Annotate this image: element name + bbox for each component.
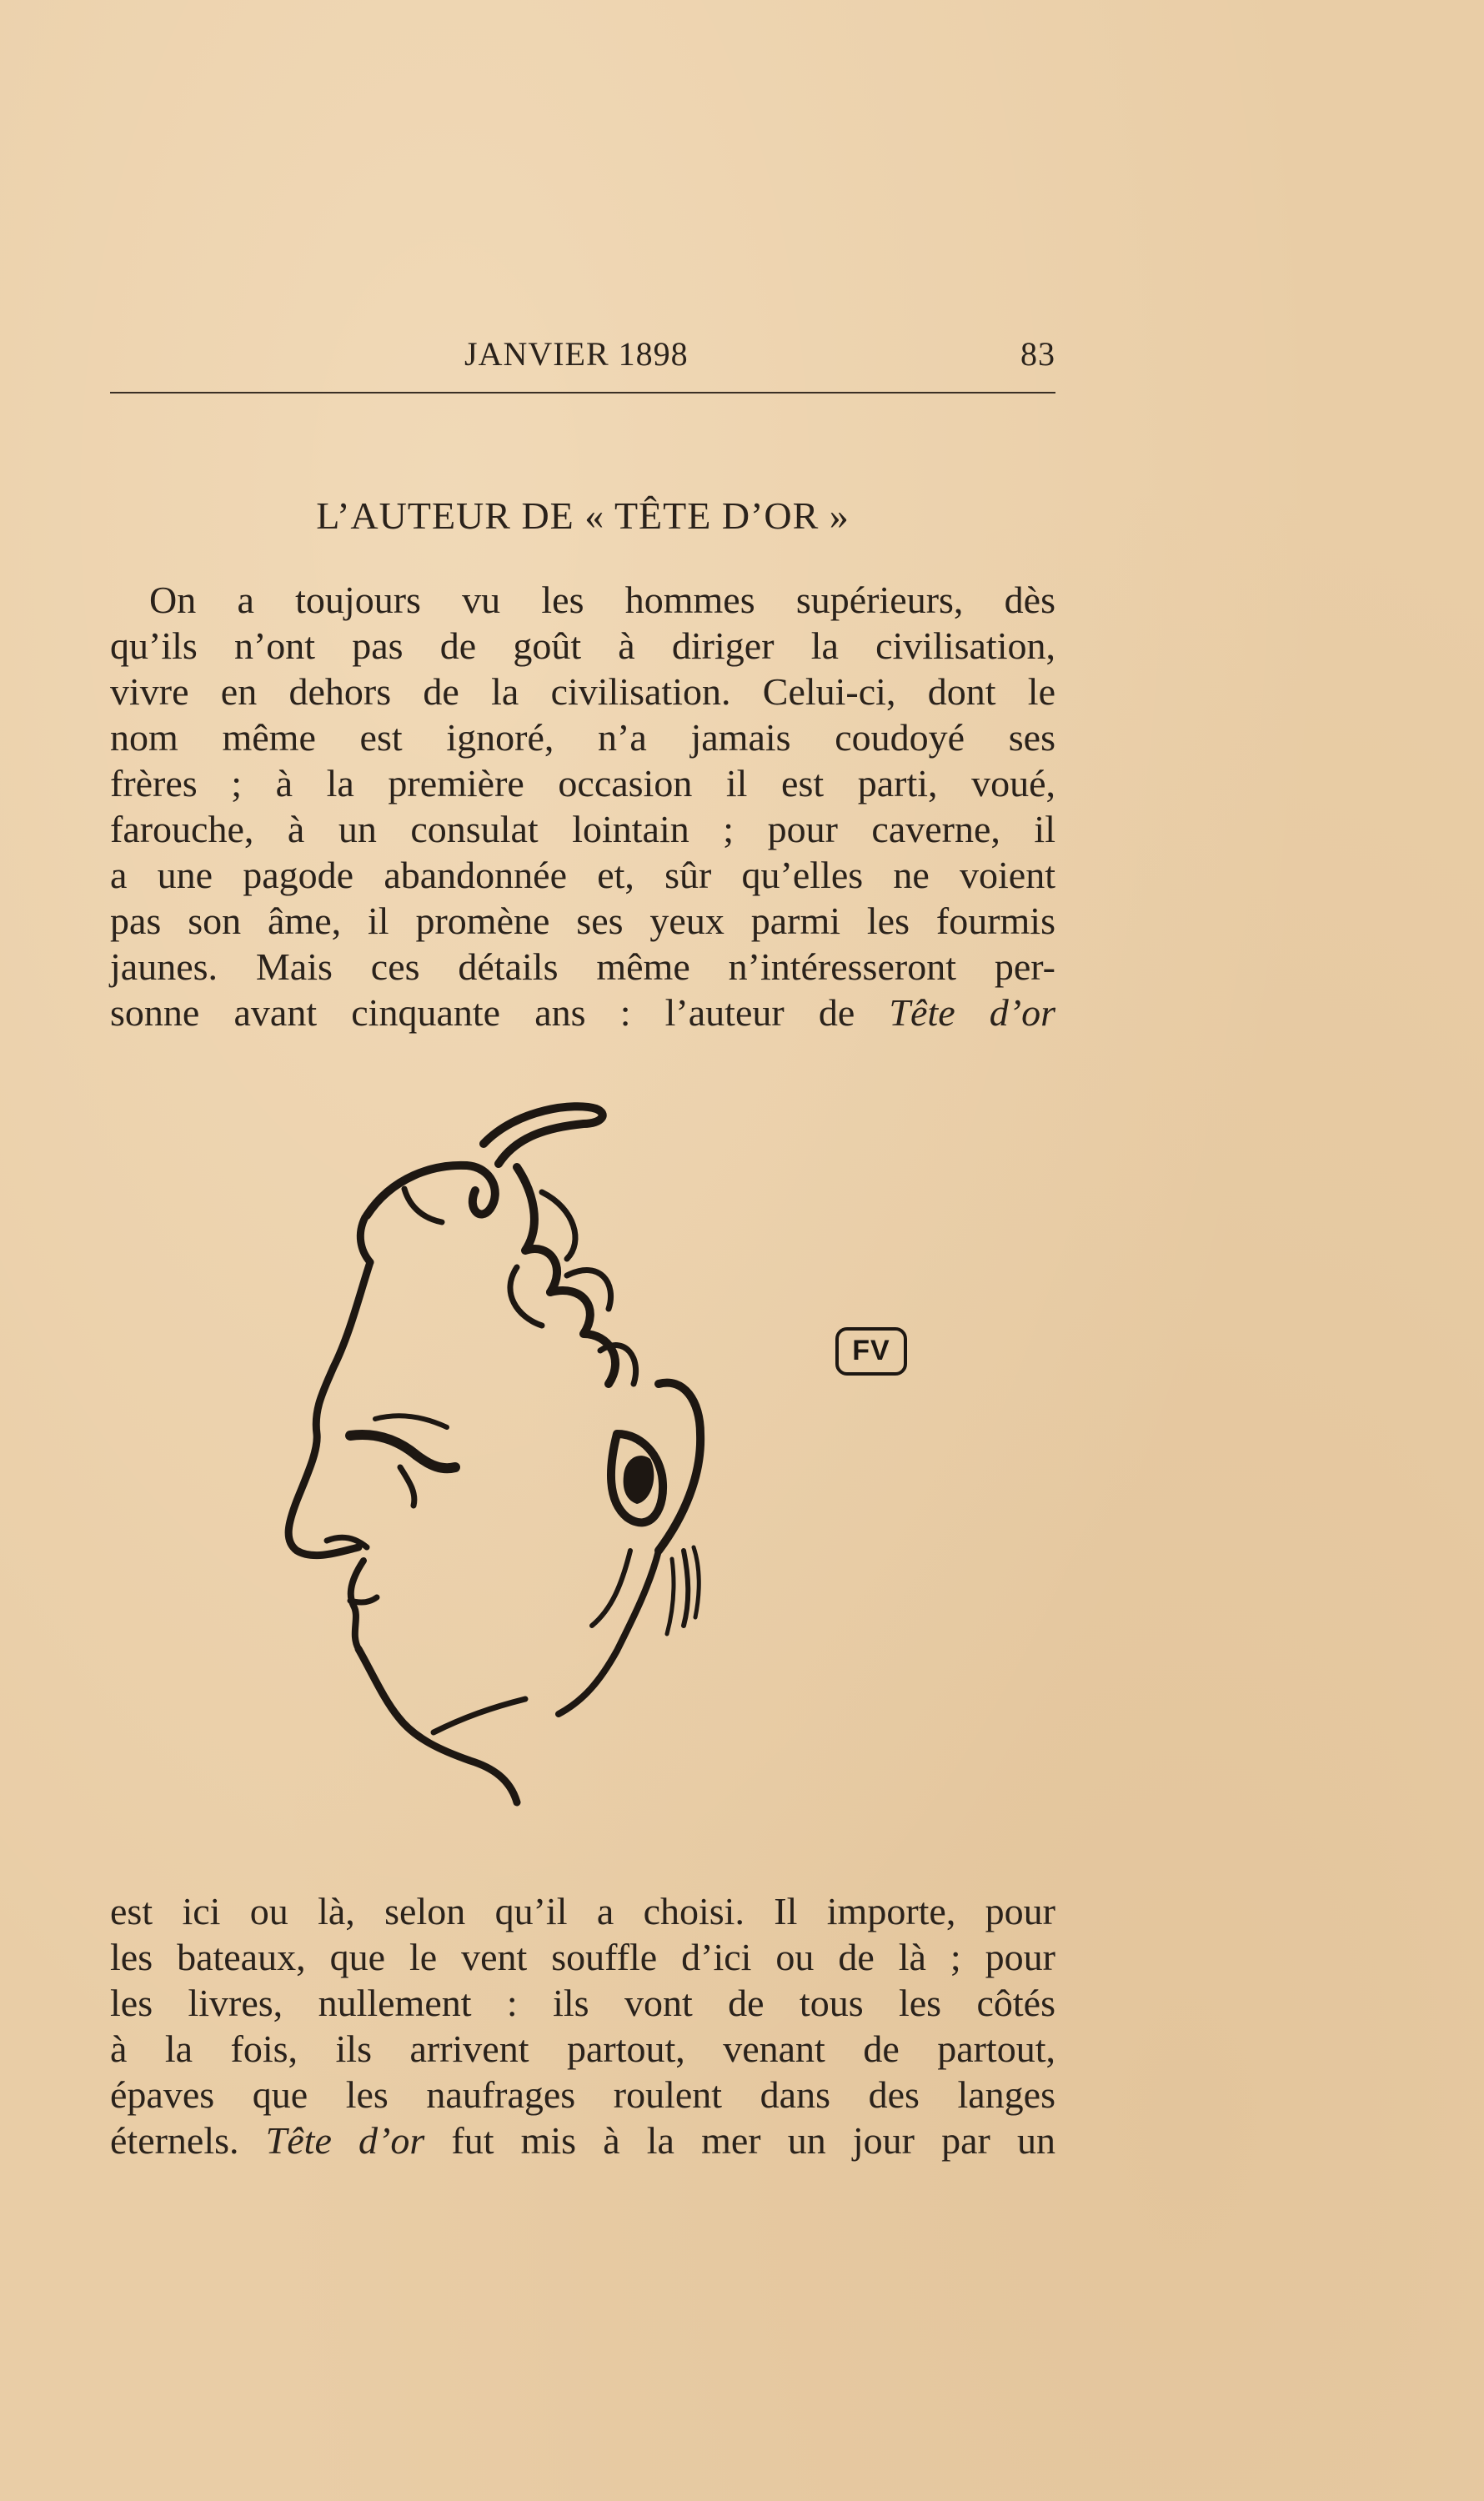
- page-number: 83: [1020, 335, 1055, 373]
- profile-line: [288, 1262, 370, 1556]
- text-line: frères ; à la première occasion il est parti, voué,: [110, 762, 1055, 804]
- text-line: les livres, nullement : ils vont de tous les côtés: [110, 1982, 1055, 2024]
- portrait-illustration: [267, 1084, 917, 1876]
- hair-stroke: [360, 1217, 370, 1262]
- nose-detail: [327, 1537, 367, 1547]
- text-line: qu’ils n’ont pas de goût à diriger la civilisation,: [110, 624, 1055, 667]
- ear-shadow: [624, 1456, 654, 1504]
- hair-stroke: [484, 1106, 603, 1164]
- header-rule: [110, 392, 1055, 393]
- text-line: pas son âme, il promène ses yeux parmi les fourmis: [110, 900, 1055, 942]
- running-title: JANVIER 1898: [464, 335, 689, 373]
- hair-stroke: [694, 1547, 699, 1617]
- profile-line: [434, 1699, 525, 1732]
- profile-line: [358, 1649, 517, 1802]
- line-text: fut mis à la mer un jour par un: [424, 2119, 1055, 2162]
- eye-lash: [400, 1467, 414, 1506]
- running-head: [110, 329, 1055, 379]
- text-line: jaunes. Mais ces détails même n’intéresseront per-: [110, 945, 1055, 988]
- hair-stroke: [367, 1165, 495, 1215]
- hair-stroke: [684, 1551, 688, 1626]
- text-line: a une pagode abandonnée et, sûr qu’elles ne voient: [110, 854, 1055, 896]
- line-text: sonne avant cinquante ans : l’auteur de: [110, 991, 890, 1034]
- line-text: éternels.: [110, 2119, 266, 2162]
- hair-stroke: [667, 1559, 674, 1634]
- neck-line: [559, 1551, 659, 1714]
- eye-lid: [350, 1435, 455, 1468]
- book-title-italic: Tête d’or: [889, 991, 1055, 1034]
- book-title-italic: Tête d’or: [265, 2119, 425, 2162]
- hair-stroke: [550, 1291, 615, 1384]
- text-line: nom même est ignoré, n’a jamais coudoyé ses: [110, 716, 1055, 759]
- jaw-line: [592, 1551, 630, 1626]
- text-line: farouche, à un consulat lointain ; pour caverne, il: [110, 808, 1055, 850]
- text-line: les bateaux, que le vent souffle d’ici ou de là ; pour: [110, 1936, 1055, 1978]
- article-title: L’AUTEUR DE « TÊTE D’OR »: [316, 494, 850, 537]
- paragraph-2: [110, 1888, 1055, 2163]
- brow: [375, 1416, 447, 1427]
- ear-outline: [659, 1383, 700, 1551]
- text-line: épaves que les naufrages roulent dans des langes: [110, 2073, 1055, 2116]
- text-line: est ici ou là, selon qu’il a choisi. Il importe, pour: [110, 1890, 1055, 1932]
- text-line: On a toujours vu les hommes supérieurs, dès: [149, 579, 1055, 621]
- paragraph-1: [110, 577, 1055, 1035]
- text-line: vivre en dehors de la civilisation. Celui-ci, dont le: [110, 670, 1055, 713]
- hair-stroke: [517, 1167, 557, 1292]
- text-line: à la fois, ils arrivent partout, venant de partout,: [110, 2027, 1055, 2070]
- hair-stroke: [510, 1267, 542, 1326]
- artist-monogram: FV: [835, 1327, 907, 1376]
- hair-stroke: [404, 1189, 442, 1222]
- text-line: [110, 2118, 1055, 2163]
- text-line: [110, 990, 1055, 1035]
